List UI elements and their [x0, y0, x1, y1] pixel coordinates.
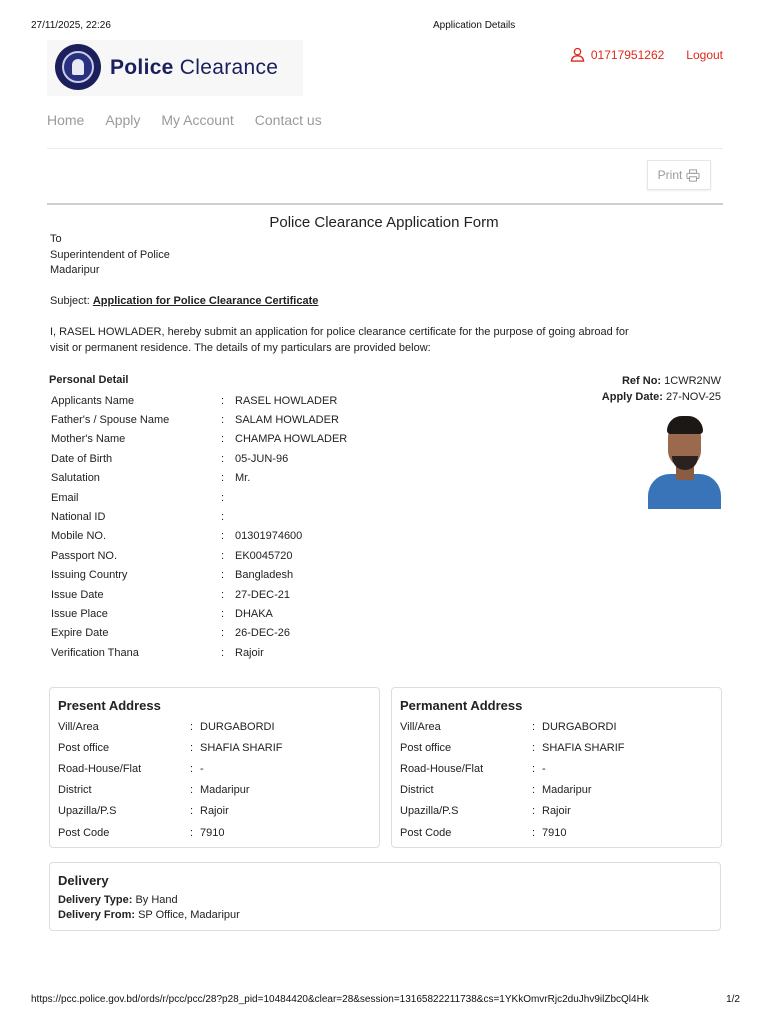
brand-name: [110, 56, 278, 80]
address-label: Vill/Area: [58, 720, 99, 733]
address-separator: :: [190, 826, 194, 839]
delivery-type-label: Delivery Type:: [58, 894, 133, 906]
detail-separator: :: [221, 607, 225, 620]
detail-value: Rajoir: [235, 646, 264, 659]
address-separator: :: [532, 805, 536, 818]
delivery-card: [49, 862, 721, 931]
delivery-from-value: SP Office, Madaripur: [138, 909, 240, 921]
ref-no-line: [602, 374, 721, 390]
detail-row: [51, 585, 347, 604]
apply-date-line: [602, 390, 721, 406]
detail-value: DHAKA: [235, 607, 273, 620]
user-icon: [570, 47, 585, 62]
detail-label: Passport NO.: [51, 549, 118, 562]
delivery-type-value: By Hand: [135, 894, 178, 906]
personal-detail-title: Personal Detail: [49, 374, 129, 386]
detail-separator: :: [221, 569, 225, 582]
address-row: [400, 822, 625, 843]
detail-value: EK0045720: [235, 549, 293, 562]
detail-value: 26-DEC-26: [235, 627, 291, 640]
address-label: Road-House/Flat: [58, 762, 142, 775]
print-url: https://pcc.police.gov.bd/ords/r/pcc/pcc/28?p28_pid=10484420&clear=28&session=13165822211738&cs=1YKkOmvrRjc2duJhv9ilZbcQl4Hk: [31, 994, 649, 1005]
present-address-card: [49, 687, 380, 848]
address-label: Upazilla/P.S: [58, 805, 117, 818]
address-separator: :: [532, 720, 536, 733]
form-title: Police Clearance Application Form: [269, 214, 499, 231]
delivery-from-line: [58, 909, 240, 921]
address-label: Upazilla/P.S: [400, 805, 459, 818]
address-separator: :: [532, 826, 536, 839]
address-value: 7910: [542, 826, 567, 839]
recipient-line: Madaripur: [50, 264, 100, 276]
detail-row: [51, 507, 347, 526]
address-row: [58, 780, 283, 801]
nav-my-account[interactable]: My Account: [161, 112, 234, 128]
address-row: [400, 716, 625, 737]
brand-name-bold: Police: [110, 56, 174, 79]
print-page-title: Application Details: [433, 20, 516, 31]
detail-label: National ID: [51, 511, 106, 524]
subject-text: Application for Police Clearance Certificate: [92, 295, 319, 307]
address-separator: :: [190, 741, 194, 754]
address-row: [58, 716, 283, 737]
present-address-rows: [58, 716, 283, 843]
recipient-line: Superintendent of Police: [50, 248, 170, 261]
address-value: SHAFIA SHARIF: [542, 741, 625, 754]
form-divider: [47, 203, 723, 205]
present-address-title: Present Address: [58, 698, 161, 713]
user-phone-link[interactable]: 01717951262: [590, 47, 665, 62]
application-statement: I, RASEL HOWLADER, hereby submit an application for police clearance certificate for the purpose of going abroad for visit or permanent residence. The details of my particulars are provided below:: [50, 326, 629, 354]
address-value: Rajoir: [542, 805, 571, 818]
nav-divider: [47, 148, 723, 149]
detail-value: Bangladesh: [235, 569, 294, 582]
address-value: 7910: [200, 826, 225, 839]
detail-row: [51, 546, 347, 565]
address-label: District: [58, 784, 92, 797]
address-row: [400, 780, 625, 801]
detail-separator: :: [221, 530, 225, 543]
detail-row: [51, 566, 347, 585]
address-value: Rajoir: [200, 805, 229, 818]
address-row: [58, 758, 283, 779]
detail-separator: :: [221, 627, 225, 640]
detail-value: CHAMPA HOWLADER: [235, 433, 348, 446]
detail-separator: :: [221, 491, 225, 504]
ref-no-label: Ref No:: [621, 375, 662, 387]
detail-separator: :: [221, 588, 225, 601]
recipient-line: To: [50, 233, 62, 245]
detail-row: [51, 430, 347, 449]
delivery-title: Delivery: [58, 873, 109, 888]
detail-label: Issue Place: [51, 607, 108, 620]
address-separator: :: [532, 784, 536, 797]
address-label: District: [400, 784, 434, 797]
ref-no-value: 1CWR2NW: [664, 375, 721, 387]
print-header: [31, 20, 737, 34]
permanent-address-card: [391, 687, 722, 848]
address-value: -: [542, 762, 546, 775]
address-separator: :: [532, 762, 536, 775]
address-value: SHAFIA SHARIF: [200, 741, 283, 754]
address-value: DURGABORDI: [200, 720, 275, 733]
address-row: [58, 801, 283, 822]
address-value: -: [200, 762, 204, 775]
detail-value: SALAM HOWLADER: [235, 414, 339, 427]
detail-label: Father's / Spouse Name: [51, 414, 170, 427]
address-label: Post Code: [58, 826, 110, 839]
address-value: DURGABORDI: [542, 720, 617, 733]
address-label: Road-House/Flat: [400, 762, 484, 775]
detail-label: Mother's Name: [51, 433, 126, 446]
main-nav: [47, 112, 343, 128]
address-separator: :: [190, 762, 194, 775]
detail-label: Issuing Country: [51, 569, 128, 582]
address-separator: :: [532, 741, 536, 754]
address-label: Vill/Area: [400, 720, 441, 733]
detail-separator: :: [221, 549, 225, 562]
detail-separator: :: [221, 433, 225, 446]
recipient-block: [50, 232, 170, 279]
detail-row: [51, 391, 347, 410]
police-emblem-icon: [55, 44, 101, 90]
detail-separator: :: [221, 646, 225, 659]
detail-label: Date of Birth: [51, 452, 113, 465]
site-logo[interactable]: [47, 40, 303, 96]
detail-label: Email: [51, 491, 79, 504]
print-button-label: Print: [657, 168, 683, 182]
detail-row: [51, 410, 347, 429]
permanent-address-title: Permanent Address: [400, 698, 523, 713]
detail-row: [51, 449, 347, 468]
subject-line: [50, 295, 318, 307]
detail-row: [51, 643, 347, 662]
detail-row: [51, 527, 347, 546]
detail-row: [51, 604, 347, 623]
address-label: Post office: [58, 741, 110, 754]
personal-detail-table: [51, 391, 347, 662]
subject-prefix: Subject:: [50, 295, 93, 307]
detail-row: [51, 469, 347, 488]
detail-separator: :: [221, 472, 225, 485]
print-page-number: 1/2: [726, 994, 740, 1005]
detail-value: 01301974600: [235, 530, 303, 543]
apply-date-value: 27-NOV-25: [665, 390, 721, 403]
delivery-from-label: Delivery From:: [58, 909, 136, 921]
detail-separator: :: [221, 394, 225, 407]
print-datetime: 27/11/2025, 22:26: [31, 20, 111, 31]
delivery-type-line: [58, 894, 178, 906]
nav-home[interactable]: Home: [47, 112, 85, 128]
reference-info: [602, 374, 721, 405]
detail-separator: :: [221, 414, 225, 427]
nav-apply[interactable]: Apply: [105, 112, 141, 128]
applicant-photo: [648, 408, 721, 509]
address-row: [400, 758, 625, 779]
logout-link[interactable]: Logout: [686, 47, 723, 62]
nav-contact-us[interactable]: Contact us: [254, 112, 322, 128]
detail-value: 27-DEC-21: [235, 588, 291, 601]
printer-icon: [686, 169, 700, 182]
address-label: Post Code: [400, 826, 452, 839]
address-separator: :: [190, 784, 194, 797]
detail-label: Salutation: [51, 472, 100, 485]
user-area: [570, 47, 723, 62]
detail-row: [51, 488, 347, 507]
detail-label: Expire Date: [51, 627, 109, 640]
print-button[interactable]: [647, 160, 711, 190]
address-label: Post office: [400, 741, 452, 754]
permanent-address-rows: [400, 716, 625, 843]
detail-separator: :: [221, 511, 225, 524]
address-row: [58, 737, 283, 758]
detail-label: Mobile NO.: [51, 530, 107, 543]
brand-name-rest: Clearance: [173, 56, 279, 79]
detail-row: [51, 624, 347, 643]
detail-value: RASEL HOWLADER: [235, 394, 338, 407]
address-value: Madaripur: [200, 784, 250, 797]
detail-label: Applicants Name: [51, 394, 135, 407]
address-row: [400, 801, 625, 822]
address-separator: :: [190, 805, 194, 818]
detail-value: 05-JUN-96: [235, 452, 289, 465]
detail-separator: :: [221, 452, 225, 465]
detail-label: Issue Date: [51, 588, 104, 601]
address-separator: :: [190, 720, 194, 733]
detail-value: Mr.: [235, 472, 251, 485]
address-value: Madaripur: [542, 784, 592, 797]
address-row: [58, 822, 283, 843]
apply-date-label: Apply Date:: [601, 390, 663, 403]
address-row: [400, 737, 625, 758]
detail-label: Verification Thana: [51, 646, 139, 659]
